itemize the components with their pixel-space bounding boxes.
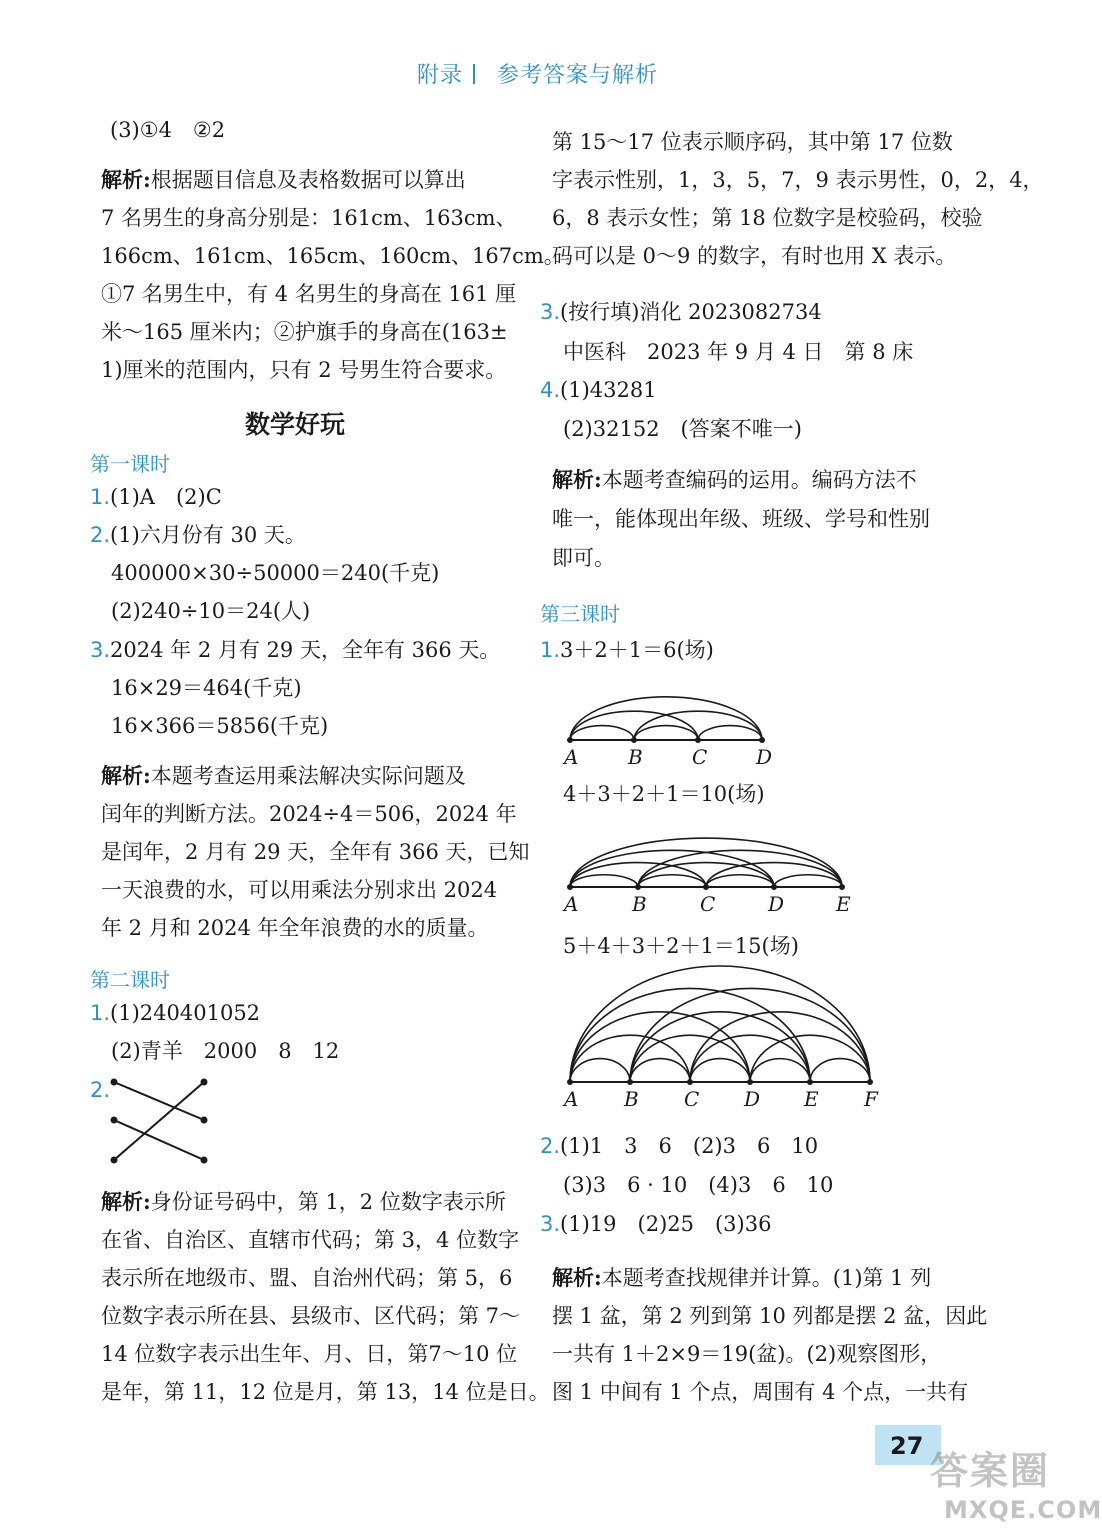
match-arc [774, 875, 842, 887]
point-dot [627, 1079, 633, 1085]
analysis-2-line-1: 解析:本题考查运用乘法解决实际问题及 [101, 763, 466, 788]
match-line-3 [114, 1082, 204, 1160]
match-line-1 [114, 1082, 204, 1120]
point-label: A [564, 892, 579, 916]
match-dot [111, 1117, 118, 1124]
point-dot [567, 1079, 573, 1085]
section-title: 数学好玩 [245, 410, 346, 439]
point-dot [771, 884, 777, 890]
point-label: C [700, 892, 716, 916]
match-arc [706, 875, 774, 887]
match-arc [698, 726, 762, 740]
point-label: A [564, 1087, 579, 1111]
right-cont-line-4: 码可以是 0～9 的数字，有时也用 X 表示。 [552, 244, 957, 268]
match-arc [750, 1059, 810, 1082]
analysis-5-line-3: 一共有 1＋2×9＝19(盆)。(2)观察图形， [552, 1342, 942, 1366]
lesson-2-heading: 第二课时 [90, 968, 170, 992]
point-label: E [804, 1087, 819, 1111]
l3-q2-part2: (3)3 6 · 10 (4)3 6 10 [563, 1173, 834, 1197]
analysis-3-line-6: 是年，第 11，12 位是月，第 13，14 位是日。 [101, 1380, 550, 1404]
l2-q2: 2. [90, 1078, 111, 1102]
analysis-4-line-1: 解析:本题考查编码的运用。编码方法不 [552, 467, 917, 492]
l1-q3: 3.2024 年 2 月有 29 天，全年有 366 天。 [90, 638, 501, 662]
watermark-url: MXQE.COM [944, 1496, 1102, 1524]
analysis-3-line-5: 14 位数字表示出生年、月、日，第7～10 位 [101, 1342, 518, 1366]
point-label: B [632, 892, 647, 916]
match-arc [570, 697, 762, 740]
point-dot [687, 1079, 693, 1085]
analysis-2-line-5: 年 2 月和 2024 年全年浪费的水的质量。 [101, 916, 489, 940]
watermark [930, 1440, 1102, 1532]
point-label: E [836, 892, 851, 916]
l1-q2-part2: (2)240÷10＝24(人) [111, 599, 311, 623]
right-cont-line-1: 第 15～17 位表示顺序码，其中第 17 位数 [552, 130, 953, 154]
point-dot [635, 884, 641, 890]
match-dot [201, 1157, 208, 1164]
analysis-5-line-1: 解析:本题考查找规律并计算。(1)第 1 列 [552, 1265, 932, 1290]
match-arc [690, 1059, 750, 1082]
matching-lines-diagram [100, 1072, 220, 1172]
analysis-1-line-5: 米～165 厘米内；②护旗手的身高在(163± [101, 320, 508, 344]
analysis-label: 解析: [101, 167, 151, 192]
analysis-5-line-2: 摆 1 盆，第 2 列到第 10 列都是摆 2 盆，因此 [552, 1304, 988, 1328]
point-label: A [564, 745, 579, 769]
match-dot [201, 1117, 208, 1124]
point-label: B [628, 745, 643, 769]
analysis-3-line-1: 解析:身份证号码中，第 1，2 位数字表示所 [101, 1189, 506, 1214]
lesson-3-heading: 第三课时 [540, 602, 620, 626]
analysis-4-line-3: 即可。 [552, 546, 615, 570]
match-arcs-diagram-4 [555, 670, 785, 770]
l2-q1: 1.(1)240401052 [90, 1001, 261, 1025]
point-label: F [864, 1087, 878, 1111]
l1-q2-calc: 400000×30÷50000＝240(千克) [111, 561, 440, 585]
analysis-4-line-2: 唯一，能体现出年级、班级、学号和性别 [552, 507, 930, 531]
point-label: C [692, 745, 708, 769]
analysis-2-line-2: 闰年的判断方法。2024÷4＝506，2024 年 [101, 802, 517, 826]
right-cont-line-2: 字表示性别，1，3，5，7，9 表示男性，0，2，4， [552, 168, 1044, 192]
header-title: 参考答案与解析 [497, 63, 659, 88]
r-q4: 4.(1)43281 [540, 378, 657, 402]
analysis-3-line-2: 在省、自治区、直辖市代码；第 3，4 位数字 [101, 1228, 520, 1252]
point-dot [839, 884, 845, 890]
l3-q3: 3.(1)19 (2)25 (3)36 [540, 1212, 772, 1236]
q3-continuation: (3)①4 ②2 [110, 118, 226, 142]
l3-q1-part2: 4＋3＋2＋1＝10(场) [563, 782, 765, 806]
analysis-5-line-4: 图 1 中间有 1 个点，周围有 4 个点，一共有 [552, 1380, 969, 1404]
analysis-1-line-2: 7 名男生的身高分别是：161cm、163cm、 [101, 206, 517, 230]
r-q3-part2: 中医科 2023 年 9 月 4 日 第 8 床 [563, 340, 914, 364]
point-dot [631, 737, 637, 743]
l1-q3-calc2: 16×366＝5856(千克) [111, 714, 329, 738]
match-arc [570, 726, 634, 740]
point-dot [695, 737, 701, 743]
point-dot [759, 737, 765, 743]
page-number: 27 [890, 1432, 924, 1460]
match-arc [570, 1059, 630, 1082]
match-dot [201, 1079, 208, 1086]
analysis-2-line-4: 一天浪费的水，可以用乘法分别求出 2024 [101, 878, 498, 902]
l1-q1: 1.(1)A (2)C [90, 485, 222, 509]
header-separator [473, 64, 475, 84]
l1-q2: 2.(1)六月份有 30 天。 [90, 523, 306, 547]
match-arc [630, 1059, 690, 1082]
l3-q1: 1.3＋2＋1＝6(场) [540, 638, 714, 662]
point-dot [567, 737, 573, 743]
match-dot [111, 1079, 118, 1086]
point-dot [747, 1079, 753, 1085]
match-dot [111, 1157, 118, 1164]
point-label: B [624, 1087, 639, 1111]
l3-q1-part3: 5＋4＋3＋2＋1＝15(场) [563, 934, 799, 958]
analysis-3-line-4: 位数字表示所在县、县级市、区代码；第 7～ [101, 1304, 521, 1328]
point-dot [567, 884, 573, 890]
analysis-3-line-3: 表示所在地级市、盟、自治州代码；第 5，6 [101, 1266, 513, 1290]
lesson-1-heading: 第一课时 [90, 452, 170, 476]
header-appendix: 附录 [416, 63, 463, 88]
point-label: D [768, 892, 785, 916]
point-label: D [744, 1087, 761, 1111]
watermark-logo: 答案圈 [930, 1449, 1051, 1493]
point-dot [807, 1079, 813, 1085]
r-q3: 3.(按行填)消化 2023082734 [540, 300, 822, 324]
match-arc [810, 1059, 870, 1082]
match-arcs-diagram-5 [555, 812, 865, 922]
analysis-1-line-1: 解析:根据题目信息及表格数据可以算出 [101, 167, 466, 192]
match-arc [638, 875, 706, 887]
analysis-1-line-4: ①7 名男生中，有 4 名男生的身高在 161 厘 [101, 282, 517, 306]
match-line-2 [114, 1120, 204, 1160]
l1-q3-calc1: 16×29＝464(千克) [111, 676, 302, 700]
match-arc [570, 966, 870, 1082]
match-arc [634, 726, 698, 740]
point-dot [867, 1079, 873, 1085]
analysis-1-line-6: 1)厘米的范围内，只有 2 号男生符合要求。 [101, 358, 507, 382]
point-label: C [684, 1087, 700, 1111]
point-label: D [756, 745, 773, 769]
match-arc [570, 875, 638, 887]
page-header [0, 58, 1075, 89]
analysis-1-line-3: 166cm、161cm、165cm、160cm、167cm。 [101, 244, 565, 268]
match-arcs-diagram-6 [555, 962, 885, 1122]
l3-q2: 2.(1)1 3 6 (2)3 6 10 [540, 1134, 819, 1158]
r-q4-part2: (2)32152 (答案不唯一) [563, 417, 802, 441]
analysis-2-line-3: 是闰年，2 月有 29 天，全年有 366 天，已知 [101, 840, 530, 864]
right-cont-line-3: 6，8 表示女性；第 18 位数字是校验码，校验 [552, 206, 983, 230]
l2-q1-part2: (2)青羊 2000 8 12 [111, 1039, 340, 1063]
point-dot [703, 884, 709, 890]
